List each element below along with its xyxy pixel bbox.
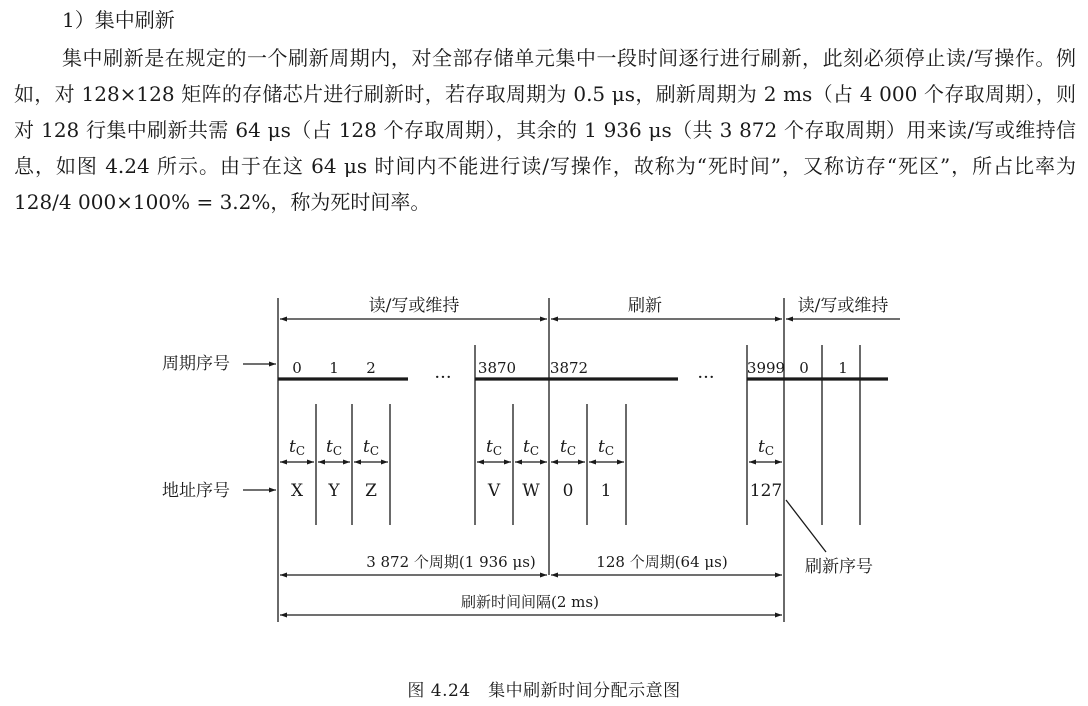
cycle-0: 0: [292, 359, 302, 377]
address-row-1: 1: [600, 481, 612, 501]
cycle-3870: 3870: [477, 359, 517, 377]
span-total-label: 刷新时间间隔(2 ms): [461, 593, 599, 611]
span-refresh-label: 128 个周期(64 μs): [596, 553, 728, 571]
tc-label: tC: [559, 437, 577, 458]
address-w: W: [522, 481, 540, 501]
label-refresh: 刷新: [628, 296, 662, 316]
cycle-ellipsis-1: ···: [434, 367, 452, 388]
cycle-ellipsis-2: ···: [697, 367, 715, 388]
tc-label: tC: [597, 437, 615, 458]
address-row-127: 127: [749, 481, 783, 501]
address-row-0: 0: [562, 481, 574, 501]
refresh-row-label: 刷新序号: [805, 557, 873, 577]
section-heading: 1）集中刷新: [62, 8, 175, 32]
tc-label: tC: [757, 437, 775, 458]
label-rw-after: 读/写或维持: [797, 296, 889, 316]
cycle-3999: 3999: [746, 359, 786, 377]
label-rw-before: 读/写或维持: [368, 296, 460, 316]
cycle-1: 1: [329, 359, 339, 377]
figure-caption: 图 4.24 集中刷新时间分配示意图: [407, 681, 681, 701]
cycle-3872: 3872: [549, 359, 589, 377]
row-label-address: 地址序号: [162, 481, 230, 501]
address-x: X: [290, 481, 304, 501]
span-rw-label: 3 872 个周期(1 936 μs): [366, 553, 536, 571]
tc-label: tC: [288, 437, 306, 458]
tc-label: tC: [325, 437, 343, 458]
body-paragraph: 集中刷新是在规定的一个刷新周期内，对全部存储单元集中一段时间逐行进行刷新，此刻必须停止读/写操作。例如，对 128×128 矩阵的存储芯片进行刷新时，若存取周期为 0.5 μs，刷新周期为 2 ms（占 4 000 个存取周期），则对 128 行集中刷新共需 64 μs（占 128 个存取周期），其余的 1 936 μs（共 3 872 个存取周期）用来读/写或维持信息，如图 4.24 所示。由于在这 64 μs 时间内不能进行读/写操作，故称为“死时间”，又称访存“死区”，所占比率为 128/4 000×100% = 3.2%，称为死时间率。: [14, 46, 1076, 214]
address-z: Z: [365, 481, 377, 501]
tc-label: tC: [485, 437, 503, 458]
cycle-2: 2: [366, 359, 376, 377]
row-label-cycle: 周期序号: [162, 354, 230, 374]
tc-label: tC: [362, 437, 380, 458]
address-v: V: [487, 481, 501, 501]
cycle-next-0: 0: [799, 359, 809, 377]
address-y: Y: [328, 481, 340, 501]
cycle-next-1: 1: [838, 359, 848, 377]
tc-label: tC: [522, 437, 540, 458]
